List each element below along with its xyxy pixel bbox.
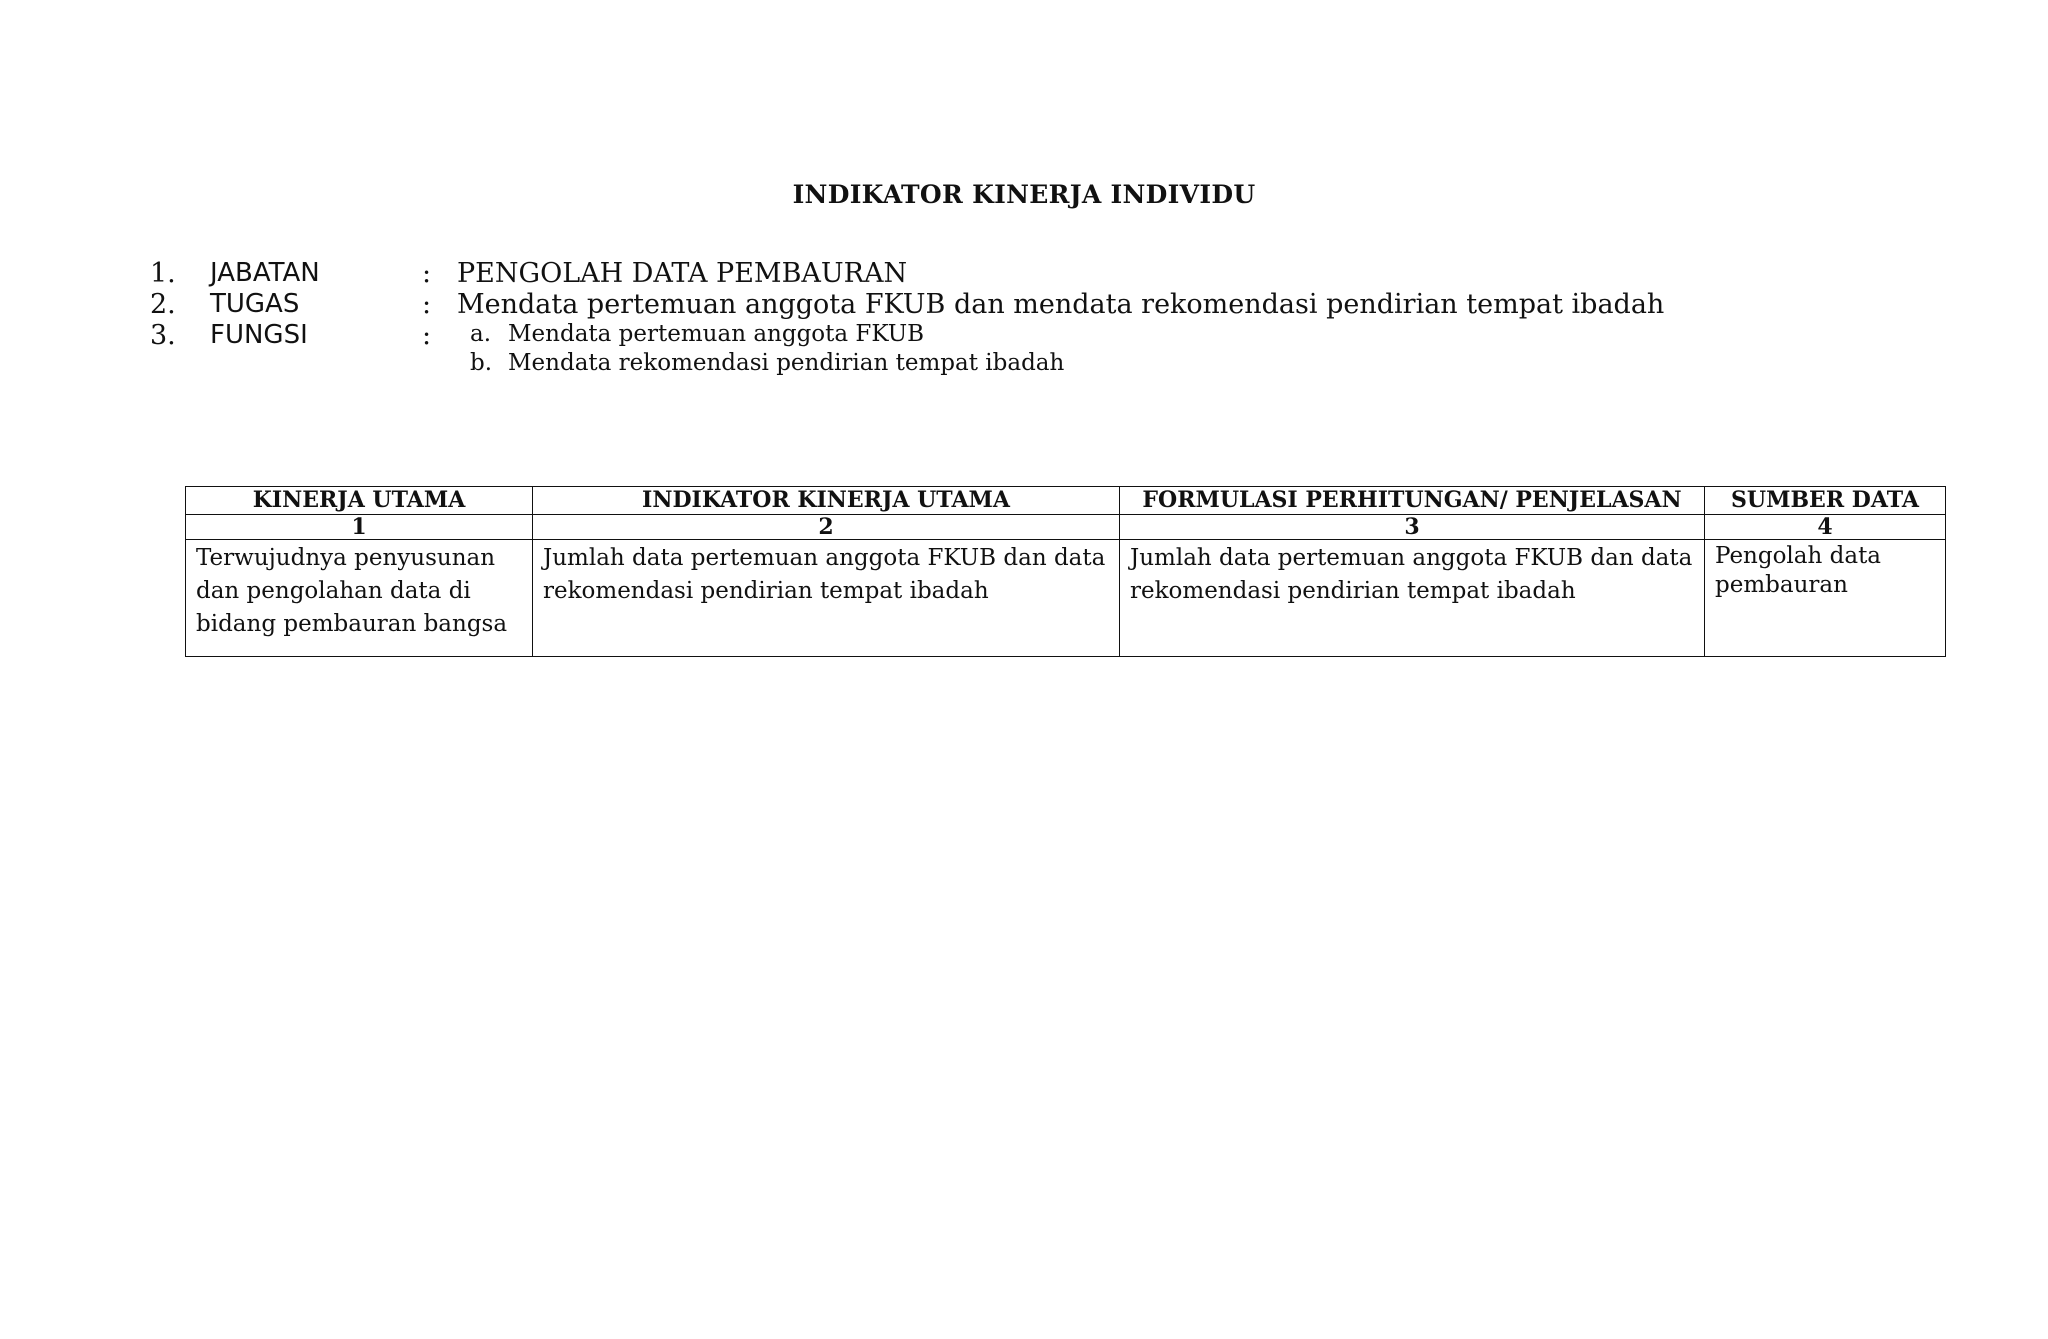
- cell-indikator: Jumlah data pertemuan anggota FKUB dan data rekomendasi pendirian tempat ibadah: [533, 540, 1120, 657]
- fungsi-text: Mendata pertemuan anggota FKUB: [508, 321, 925, 347]
- info-label: TUGAS: [210, 289, 300, 319]
- info-value: PENGOLAH DATA PEMBAURAN: [457, 258, 908, 289]
- info-value: Mendata pertemuan anggota FKUB dan mendata rekomendasi pendirian tempat ibadah: [457, 289, 1665, 320]
- cell-sumber-data: Pengolah data pembauran: [1705, 540, 1946, 657]
- column-number: 1: [186, 515, 533, 540]
- kinerja-table: [185, 486, 1946, 657]
- info-label: FUNGSI: [210, 320, 308, 350]
- column-number: 2: [533, 515, 1120, 540]
- header-sumber-data: SUMBER DATA: [1705, 487, 1946, 515]
- header-formulasi: FORMULASI PERHITUNGAN/ PENJELASAN: [1120, 487, 1705, 515]
- info-number: 3.: [150, 320, 176, 351]
- table-header-row: [186, 487, 1946, 515]
- cell-kinerja-utama: Terwujudnya penyusunan dan pengolahan data di bidang pembauran bangsa: [186, 540, 533, 657]
- fungsi-letter: b.: [470, 350, 493, 376]
- info-number: 1.: [150, 258, 176, 289]
- header-kinerja-utama: KINERJA UTAMA: [186, 487, 533, 515]
- info-colon: :: [422, 320, 432, 351]
- info-colon: :: [422, 258, 432, 289]
- table-row: [186, 540, 1946, 657]
- column-number: 4: [1705, 515, 1946, 540]
- table-number-row: [186, 515, 1946, 540]
- column-number: 3: [1120, 515, 1705, 540]
- header-indikator-kinerja-utama: INDIKATOR KINERJA UTAMA: [533, 487, 1120, 515]
- info-colon: :: [422, 289, 432, 320]
- cell-formulasi: Jumlah data pertemuan anggota FKUB dan data rekomendasi pendirian tempat ibadah: [1120, 540, 1705, 657]
- document-title: INDIKATOR KINERJA INDIVIDU: [792, 180, 1256, 209]
- fungsi-letter: a.: [470, 321, 492, 347]
- fungsi-text: Mendata rekomendasi pendirian tempat ibadah: [508, 350, 1065, 376]
- info-label: JABATAN: [210, 258, 320, 288]
- info-number: 2.: [150, 289, 176, 320]
